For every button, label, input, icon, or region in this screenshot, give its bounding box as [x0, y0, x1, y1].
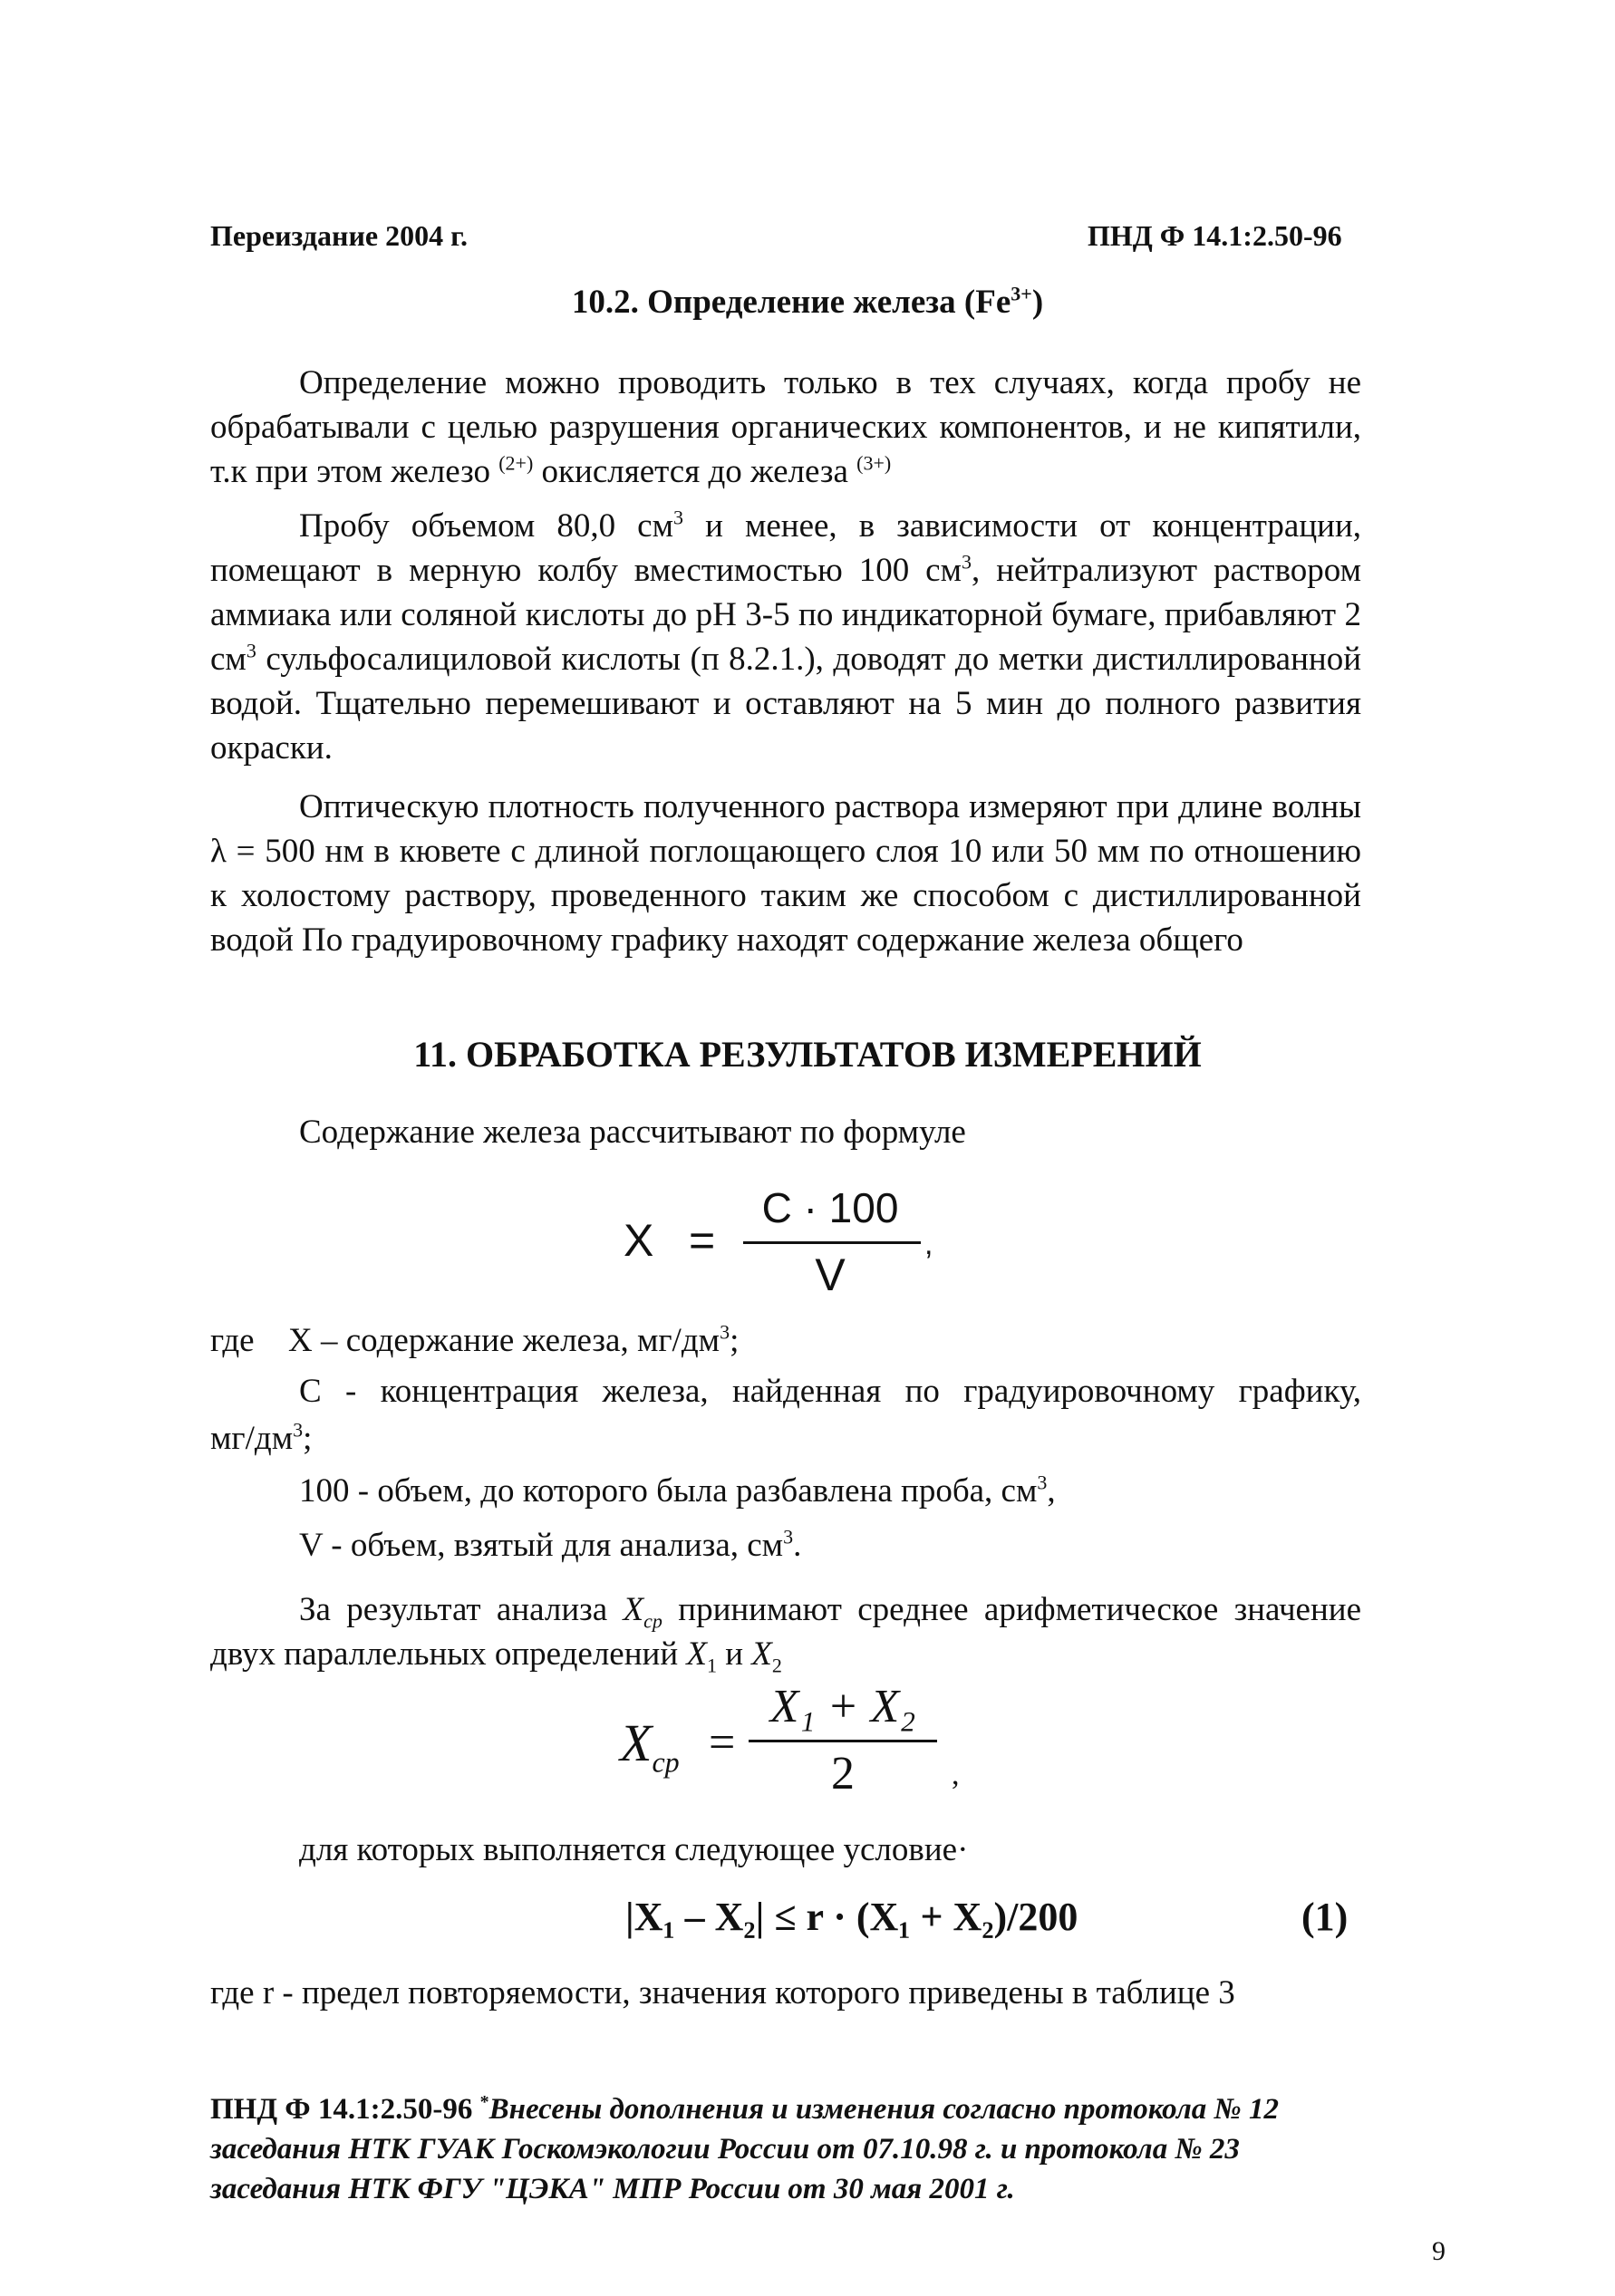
superscript: (3+)	[856, 451, 892, 475]
formula-condition: |X₁ – X₂| ≤ r · (X₁ + X₂)/200	[625, 1895, 1078, 1939]
definition-text: V - объем, взятый для анализа, см	[299, 1527, 784, 1564]
footnote-text: Внесены дополнения и изменения согласно протокола № 12 заседания НТК ГУАК Госкомэкологии России от 07.10.98 г. и протокола № 23 заседания НТК ФГУ "ЦЭКА" МПР России от 30 мая 2001 г.	[210, 2093, 1279, 2205]
definition-100	[299, 1471, 1056, 1510]
fraction-bar	[743, 1241, 921, 1244]
formula-xcp-numerator: X₁ + X₂	[769, 1681, 916, 1732]
superscript: 3	[246, 639, 256, 662]
section-title	[0, 283, 1615, 322]
definition-c-unit	[210, 1419, 312, 1458]
definition-text: 100 - объем, до которого была разбавлена проба, см	[299, 1472, 1038, 1510]
formula-x-comma: ,	[924, 1227, 933, 1261]
formula-xcp-lhs	[620, 1712, 680, 1780]
section-title-close: )	[1031, 284, 1044, 321]
superscript: 3	[720, 1320, 730, 1344]
symbol-x1: X	[686, 1635, 707, 1673]
paragraph-text: Определение можно проводить только в тех случаях, когда пробу не обрабатывали с целью разрушения органических компонентов, и не кипятили, т.к при этом железо	[210, 364, 1361, 490]
fraction-bar	[749, 1740, 937, 1742]
subscript: cp	[652, 1745, 680, 1779]
symbol-xcp: X	[623, 1591, 644, 1628]
definition-text: X – содержание железа, мг/дм	[288, 1322, 720, 1359]
subscript: 2	[771, 1654, 782, 1677]
footnote-code: ПНД Ф 14.1:2.50-96	[210, 2093, 480, 2126]
paragraph-measurement: Оптическую плотность полученного раствора измеряют при длине волны λ = 500 нм в кювете с длиной поглощающего слоя 10 или 50 мм по отношению к холостому раствору, проведенного таким же способом с дистиллированной водой По градуировочному графику находят содержание железа общего	[210, 788, 1361, 959]
chapter-title: 11. ОБРАБОТКА РЕЗУЛЬТАТОВ ИЗМЕРЕНИЙ	[413, 1034, 1202, 1075]
repeatability-note: где r - предел повторяемости, значения которого приведены в таблице 3	[210, 1974, 1235, 2011]
paragraph-procedure	[210, 504, 1361, 770]
symbol-x: X	[620, 1713, 653, 1772]
definition-text: ;	[730, 1322, 740, 1359]
paragraph-scope	[210, 361, 1361, 494]
definition-text: мг/дм	[210, 1420, 294, 1457]
formula-intro: Содержание железа рассчитывают по формуле	[299, 1114, 966, 1151]
superscript: (2+)	[498, 451, 534, 475]
condition-intro: для которых выполняется следующее условие·	[299, 1831, 969, 1868]
page-number: 9	[1432, 2236, 1446, 2266]
paragraph-text: Пробу объемом 80,0 см	[299, 507, 674, 545]
paragraph-text: окисляется до железа	[533, 453, 857, 490]
paragraph-text: сульфосалициловой кислоты (п 8.2.1.), доводят до метки дистиллированной водой. Тщательно перемешивают и оставляют на 5 мин до полного развития окраски.	[210, 641, 1361, 767]
definition-x	[288, 1321, 739, 1360]
formula-x-lhs: X	[624, 1215, 654, 1266]
definition-text: ;	[303, 1420, 313, 1457]
formula-x-numerator: C · 100	[761, 1184, 899, 1231]
paragraph-text: и менее, в зависимости от концентрации, помещают в мерную колбу вместимостью 100 см	[210, 507, 1361, 589]
header-edition: Переиздание 2004 г.	[210, 219, 468, 252]
section-title-text: 10.2. Определение железа (Fe	[571, 284, 1011, 321]
paragraph-text: , нейтрализуют раствором аммиака или соляной кислоты до pH 3-5 по индикаторной бумаге, прибавляют 2 см	[210, 552, 1361, 678]
section-title-sup: 3+	[1011, 282, 1032, 305]
paragraph-result	[210, 1587, 1361, 1676]
paragraph-text: принимают среднее арифметическое значение двух параллельных определений	[210, 1591, 1361, 1673]
footnote	[210, 2082, 1361, 2209]
paragraph-text: и	[716, 1635, 752, 1673]
superscript: 3	[673, 506, 684, 529]
superscript: 3	[783, 1525, 794, 1548]
footnote-mark: *	[479, 2092, 489, 2112]
formula-xcp-denominator: 2	[831, 1748, 855, 1799]
header-doc-code: ПНД Ф 14.1:2.50-96	[1088, 219, 1342, 252]
symbol-x2: X	[751, 1635, 772, 1673]
definition-c: С - концентрация железа, найденная по градуировочному графику,	[299, 1373, 1361, 1410]
superscript: 3	[293, 1418, 304, 1442]
formula-x-denominator: V	[815, 1249, 846, 1300]
subscript: cp	[643, 1609, 662, 1633]
paragraph-text: За результат анализа	[299, 1591, 624, 1628]
formula-x-eq: =	[689, 1215, 716, 1266]
definition-text: ,	[1047, 1472, 1056, 1510]
where-label: где	[210, 1322, 255, 1359]
definition-text: .	[793, 1527, 802, 1564]
formula-number: (1)	[1301, 1895, 1349, 1939]
superscript: 3	[1037, 1471, 1048, 1494]
formula-xcp-comma: ,	[952, 1758, 960, 1791]
definition-v	[299, 1526, 801, 1565]
formula-xcp-eq: =	[709, 1717, 736, 1769]
subscript: 1	[706, 1654, 717, 1677]
superscript: 3	[962, 550, 972, 574]
